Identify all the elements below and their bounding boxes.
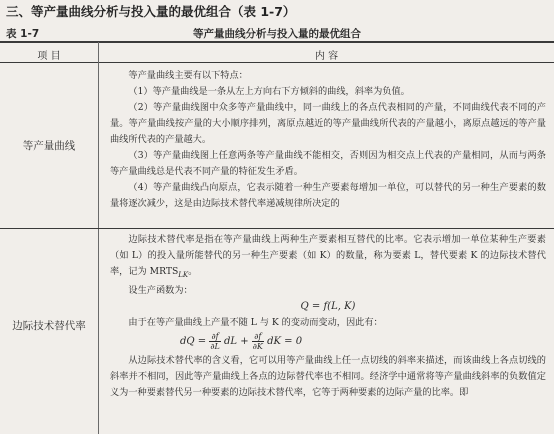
- column-header-item: 项 目: [37, 51, 61, 62]
- row-label-mrts: 边际技术替代率: [12, 320, 86, 332]
- row-rule: [0, 228, 554, 229]
- mrts-subscript: LK: [178, 270, 189, 279]
- table-top-rule: [0, 41, 554, 43]
- column-header-content: 内 容: [314, 51, 339, 62]
- column-divider: [98, 42, 99, 434]
- row-content-mrts: [110, 232, 546, 401]
- row-label-isoquant: 等产量曲线: [22, 140, 76, 152]
- paragraph: （4）等产量曲线凸向原点，它表示随着一种生产要素每增加一单位，可以替代的另一种生产要素的数量将逐次减少，这是由边际技术替代率递减规律所决定的: [110, 182, 546, 209]
- paragraph: （1）等产量曲线是一条从左上方向右下方倾斜的曲线，斜率为负值。: [128, 86, 410, 97]
- fraction: $\frac{\partial f}{\partial K}$: [252, 331, 263, 351]
- table-title: 等产量曲线分析与投入量的最优组合: [193, 28, 361, 40]
- equation-production-function: Q = f(L, K): [300, 300, 356, 312]
- section-heading: 三、等产量曲线分析与投入量的最优组合（表 1-7）: [6, 4, 296, 19]
- paragraph: 等产量曲线主要有以下特点：: [128, 70, 248, 81]
- paragraph-definition: 边际技术替代率是指在等产量曲线上两种生产要素相互替代的比率。它表示增加一单位某种生产要素（如 L）的投入量所能替代的另一种生产要素（如 K）的数量，称为要素 L，替代要素 K 的边际技术替代率，记为 $MRTS_{LK}$。: [110, 234, 546, 279]
- paragraph: （3）等产量曲线图上任意两条等产量曲线不能相交，否则因为相交点上代表的产量相同，从而与两条等产量曲线总是代表不同产量的特征发生矛盾。: [110, 150, 546, 177]
- paragraph: 从边际技术替代率的含义看，它可以用等产量曲线上任一点切线的斜率来描述，而该曲线上各点切线的斜率并不相同，因此等产量曲线上各点的边际替代率也不相同。经济学中通常将等产量曲线斜率的负数值定义为一种要素替代另一种要素的边际技术替代率，它等于两种要素的边际产量的比率。即: [110, 354, 546, 398]
- row-content-isoquant: [110, 68, 546, 212]
- paragraph: （2）等产量曲线图中众多等产量曲线中，同一曲线上的各点代表相同的产量，不同曲线代表不同的产量。等产量曲线按产量的大小顺序排列，离原点越近的等产量曲线所代表的产量越小，离原点越远的等产量曲线所代表的产量越大。: [110, 102, 546, 145]
- paragraph: 由于在等产量曲线上产量不随 L 与 K 的变动而变动，因此有：: [128, 316, 383, 328]
- fraction: $\frac{\partial f}{\partial L}$: [210, 331, 220, 351]
- paragraph: 设生产函数为：: [128, 284, 193, 296]
- table-number: 表 1-7: [6, 28, 40, 40]
- equation-total-differential: dQ = $\frac{\partial f}{\partial L}$ dL + $\frac{\partial f}{\partial K}$ dK = 0: [180, 331, 303, 351]
- header-rule: [0, 62, 554, 63]
